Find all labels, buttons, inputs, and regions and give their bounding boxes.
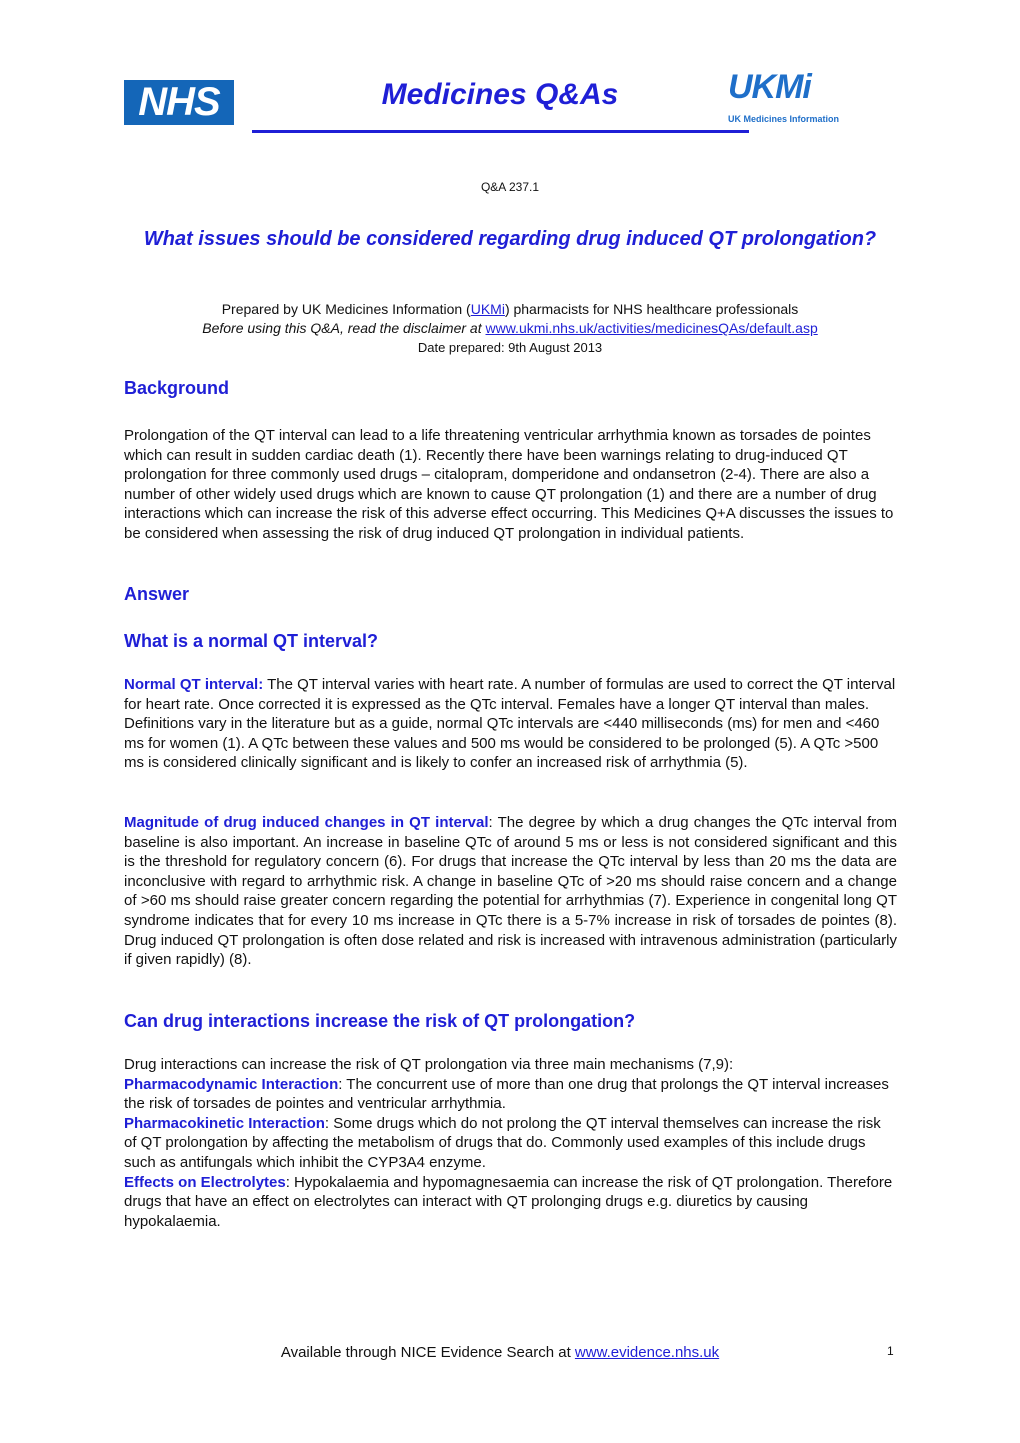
date-prepared: Date prepared: 9th August 2013 bbox=[417, 340, 603, 355]
normal-qt-paragraph bbox=[124, 675, 897, 773]
prepared-by-text-end: ) pharmacists for NHS healthcare professionals bbox=[504, 301, 799, 317]
electrolytes-label: Effects on Electrolytes bbox=[124, 1173, 286, 1191]
answer-heading: Answer bbox=[124, 584, 190, 604]
question-title: What issues should be considered regarding drug induced QT prolongation? bbox=[143, 228, 877, 250]
disclaimer-link[interactable]: www.ukmi.nhs.uk/activities/medicinesQAs/default.asp bbox=[485, 320, 818, 336]
disclaimer-text: Before using this Q&A, read the disclaimer at bbox=[202, 320, 486, 336]
magnitude-paragraph bbox=[124, 813, 897, 970]
pharmacodynamic-label: Pharmacodynamic Interaction bbox=[124, 1075, 339, 1093]
electrolytes-text: : Hypokalaemia and hypomagnesaemia can increase the risk of QT prolongation. Therefore drugs that have an effect on electrolytes can interact with QT prolonging drugs e.g. diuretics by causing hypokalaemia. bbox=[124, 1173, 893, 1230]
normal-qt-heading: What is a normal QT interval? bbox=[124, 631, 379, 651]
pharmacokinetic-label: Pharmacokinetic Interaction bbox=[124, 1114, 325, 1132]
background-paragraph: Prolongation of the QT interval can lead to a life threatening ventricular arrhythmia known as torsades de pointes which can result in sudden cardiac death (1). Recently there have been warnings relating to drug-induced QT prolongation for three commonly used drugs – citalopram, domperidone and ondansetron (2-4). There are also a number of other widely used drugs which are known to cause QT prolongation (1) and there are a number of drug interactions which can increase the risk of this adverse effect occurring. This Medicines Q+A discusses the issues to be considered when assessing the risk of drug induced QT prolongation in individual patients. bbox=[124, 427, 894, 542]
prepared-by-line bbox=[100, 300, 920, 319]
pharmacokinetic-text: : Some drugs which do not prolong the QT interval themselves can increase the risk of QT prolongation by affecting the metabolism of drugs that do. Commonly used examples of this include drugs such as antifungals which inhibit the CYP3A4 enzyme. bbox=[124, 1114, 881, 1171]
evidence-link[interactable]: www.evidence.nhs.uk bbox=[574, 1344, 720, 1361]
interactions-heading: Can drug interactions increase the risk of QT prolongation? bbox=[124, 1011, 636, 1031]
interactions-intro: Drug interactions can increase the risk of QT prolongation via three main mechanisms (7,9): bbox=[124, 1056, 734, 1073]
qa-number: Q&A 237.1 bbox=[480, 180, 540, 194]
preparation-info bbox=[100, 300, 920, 357]
ukmi-link[interactable]: UKMi bbox=[470, 301, 505, 317]
document-title: Medicines Q&As bbox=[381, 78, 619, 111]
disclaimer-line bbox=[100, 319, 920, 338]
prepared-by-text: Prepared by UK Medicines Information ( bbox=[221, 301, 471, 317]
pharmacokinetic-item bbox=[124, 1114, 897, 1173]
footer bbox=[0, 1344, 1000, 1361]
ukmi-logo bbox=[726, 60, 846, 130]
pharmacodynamic-item bbox=[124, 1075, 897, 1114]
normal-qt-text: The QT interval varies with heart rate. A number of formulas are used to correct the QT interval for heart rate. Once corrected it is expressed as the QTc interval. Females have a longer QT interval than males. Definitions vary in the literature but as a guide, normal QTc intervals are <440 milliseconds (ms) for men and <460 ms for women (1). A QTc between these values and 500 ms would be considered to be prolonged (5). A QTc >500 ms is considered clinically significant and is likely to confer an increased risk of arrhythmia (5). bbox=[124, 676, 896, 772]
interactions-section bbox=[124, 1055, 897, 1231]
magnitude-label: Magnitude of drug induced changes in QT interval bbox=[124, 814, 489, 831]
pharmacodynamic-text: : The concurrent use of more than one drug that prolongs the QT interval increases the risk of torsades de pointes and ventricular arrhythmia. bbox=[124, 1075, 889, 1113]
electrolytes-item bbox=[124, 1173, 897, 1232]
page-number: 1 bbox=[887, 1344, 894, 1358]
ukmi-logo-subtitle: UK Medicines Information bbox=[728, 114, 840, 124]
nhs-logo: NHS bbox=[124, 80, 234, 125]
magnitude-text: : The degree by which a drug changes the QTc interval from baseline is also important. An increase in baseline QTc of around 5 ms or less is not considered significant and this is the threshold for regulatory concern (6). For drugs that increase the QTc interval by less than 20 ms the data are inconclusive with regard to arrhythmic risk. A change in baseline QTc of >20 ms should raise concern and a change of >60 ms should raise greater concern regarding the potential for arrhythmias (7). Experience in congenital long QT syndrome indicates that for every 10 ms increase in QTc there is a 5-7% increase in risk of torsades de pointes (8). Drug induced QT prolongation is often dose related and risk is increased with intravenous administration (particularly if given rapidly) (8). bbox=[124, 814, 898, 969]
title-underline bbox=[252, 130, 749, 133]
background-heading: Background bbox=[124, 378, 230, 398]
footer-text: Available through NICE Evidence Search at bbox=[280, 1344, 575, 1361]
normal-qt-label: Normal QT interval: bbox=[124, 676, 264, 693]
ukmi-logo-word: UKMi bbox=[728, 68, 811, 106]
